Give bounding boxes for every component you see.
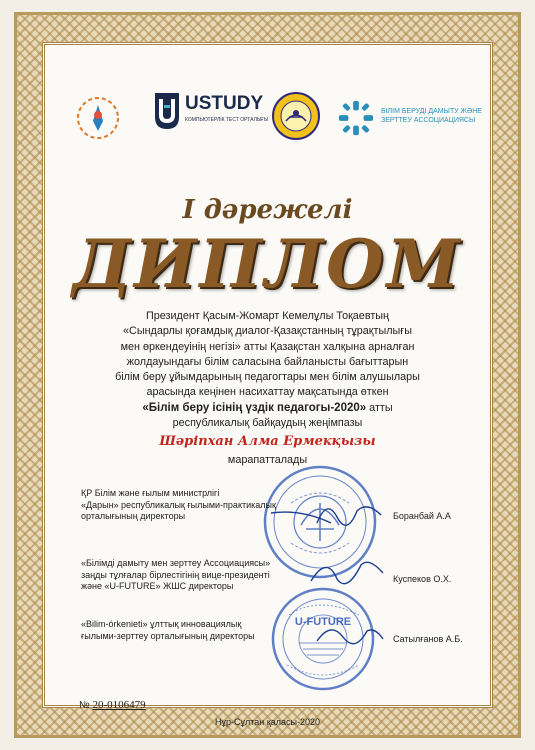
- awardee-name: Шәріпхан Алма Ермекқызы: [159, 434, 376, 449]
- competition-name: «Білім беру ісінің үздік педагогы-2020»: [142, 401, 367, 414]
- body-line: жолдауындағы білім саласына байланысты бағыттарын: [126, 355, 409, 368]
- issue-city-year: Нұр-Сұлтан қаласы-2020: [215, 717, 320, 727]
- signature-title-line: орталығының директоры: [81, 511, 186, 521]
- signature-title-line: «Дарын» республикалық ғылыми-практикалық: [81, 499, 276, 510]
- diploma-number: [79, 699, 146, 711]
- signature-block-association: [81, 558, 301, 593]
- ustudy-logo: [151, 85, 269, 147]
- number-value: 20-0106479: [92, 699, 146, 711]
- body-line: арасында кеңінен насихаттау мақсатында өткен: [146, 386, 389, 399]
- logo-row: [45, 85, 490, 145]
- signature-title-line: «Bilim-órkenieti» ұлттық инновациялық: [81, 619, 242, 629]
- signature-block-daryn: [81, 488, 301, 523]
- signatory-name: Куспеков О.Х.: [393, 574, 452, 584]
- body-line: мен өркендеуінің негізі» атты Қазақстан халқына арналған: [120, 340, 415, 353]
- signature-title-line: ғылыми-зерттеу орталығының директоры: [81, 630, 255, 641]
- diploma-body: [45, 309, 490, 431]
- ustudy-brand: USTUDY: [185, 93, 264, 114]
- signature-title-line: ҚР Білім және ғылым министрлігі: [81, 488, 220, 498]
- signature-block-bilim-orkenieti: [81, 619, 301, 642]
- ustudy-subtitle: КОМПЬЮТЕРЛІК ТЕСТ ОРТАЛЫҒЫ: [185, 117, 269, 123]
- bilim-orkenieti-seal-icon: [271, 91, 321, 141]
- association-logo-icon: [337, 99, 375, 137]
- degree-label: І дәрежелі: [182, 195, 353, 225]
- signature-title-line: «Білімді дамыту мен зерттеу Ассоциациясы»: [81, 558, 271, 568]
- body-line: республикалық байқаудың жеңімпазы: [172, 417, 363, 430]
- signatory-name: Боранбай А.А: [393, 511, 451, 521]
- body-line: Президент Қасым-Жомарт Кемелұлы Тоқаевтың: [146, 310, 389, 322]
- competition-suffix: атты: [366, 401, 393, 414]
- diploma-title: ДИПЛОМ: [72, 225, 463, 303]
- number-prefix: №: [79, 700, 90, 711]
- body-line: білім беру ұйымдарының педагогтары мен білім алушылары: [115, 371, 420, 384]
- signature-stroke-icon: [315, 617, 385, 651]
- diploma-sheet: [42, 42, 493, 727]
- signature-title-line: заңды тұлғалар бірлестігінің вице-президенті: [81, 569, 270, 580]
- ustudy-logo-icon: [151, 91, 183, 131]
- association-logo: [337, 95, 487, 145]
- daryn-logo-icon: [75, 95, 121, 141]
- body-line: «Сындарлы қоғамдық диалог-Қазақстанның тұрақтылығы: [123, 325, 412, 338]
- signature-stroke-icon: [315, 493, 385, 533]
- signature-title-line: және «U-FUTURE» ЖШС директоры: [81, 581, 234, 591]
- competition-line: [45, 401, 490, 416]
- signature-stroke-icon: [307, 553, 387, 593]
- awarded-label: марапатталады: [227, 454, 308, 466]
- signatory-name: Сатылғанов А.Б.: [393, 634, 463, 644]
- association-name: БІЛІМ БЕРУДІ ДАМЫТУ ЖӘНЕ ЗЕРТТЕУ АССОЦИАЦИЯСЫ: [381, 108, 482, 124]
- stamp-brand: U-FUTURE: [294, 616, 352, 628]
